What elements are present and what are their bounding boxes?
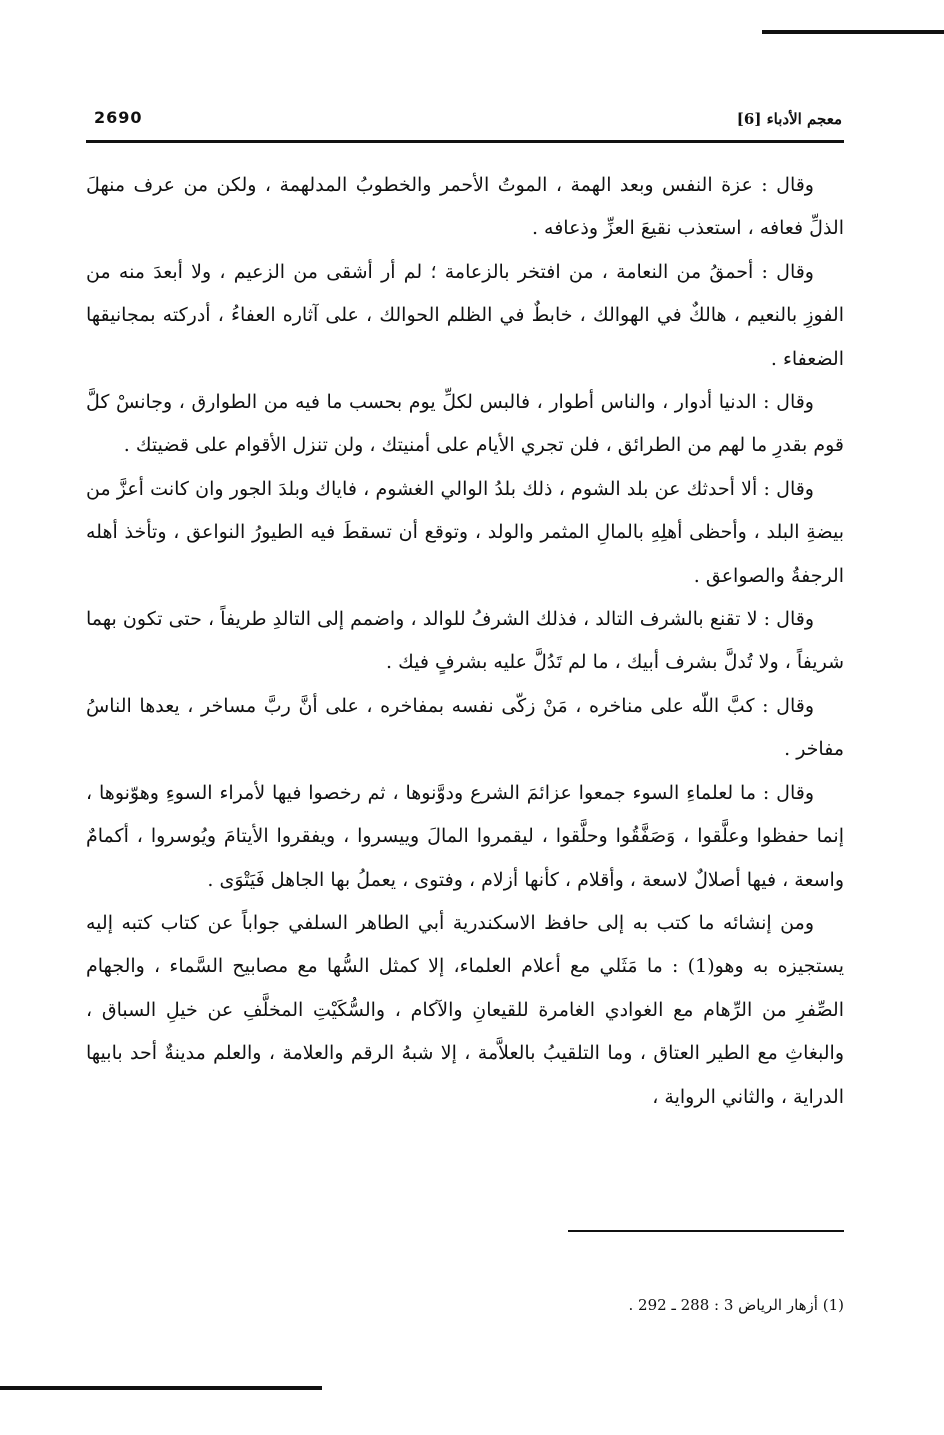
paragraph: وقال : كبَّ اللّه على مناخره ، مَنْ زكّى نفسه بمفاخره ، على أنَّ ربَّ مساخر ، يعدها الناسُ مفاخر . <box>86 694 844 761</box>
paragraph: وقال : ألا أحدثك عن بلد الشوم ، ذلك بلدُ الوالي الغشوم ، فاياك وبلدَ الجور وان كانت أعزَّ من بيضةِ البلد ، وأحظى أهلِهِ بالمالِ المثمر والولد ، وتوقع أن تسقطَ فيه الطيورُ النواعق ، وتأخذ أهله الرجفةُ والصواعق . <box>86 477 844 587</box>
page-number: 2690 <box>94 108 143 127</box>
paragraph: وقال : ما لعلماءِ السوء جمعوا عزائمَ الشرع ودوَّنوها ، ثم رخصوا فيها لأمراء السوءِ وهوّنوها ، إنما حفظوا وعلَّقوا ، وَصَفَّقُوا وحلَّقوا ، ليقمروا المالَ وييسروا ، ويفقروا الأيتامَ ويُوسروا ، أكمامٌ واسعة ، فيها أصلالٌ لاسعة ، وأقلام ، كأنها أزلام ، وفتوى ، يعملُ بها الجاهل فَيَتْوَى . <box>86 781 844 891</box>
paragraph: وقال : عزة النفس وبعد الهمة ، الموتُ الأحمر والخطوبُ المدلهمة ، ولكن من عرف منهلَ الذلِّ فعافه ، استعذب نقيعَ العزِّ وذعافه . <box>86 174 844 240</box>
footnote: (1) أزهار الرياض 3 : 288 ـ 292 . <box>628 1296 844 1314</box>
body-text <box>86 164 844 1119</box>
paragraph: وقال : أحمقُ من النعامة ، من افتخر بالزعامة ؛ لم أر أشقى من الزعيم ، ولا أبعدَ منه من الفوزِ بالنعيم ، هالكٌ في الهوالك ، خابطٌ في الظلم الحوالك ، على آثاره العفاءُ ، أدركته بمجانيقها الضعفاء . <box>86 260 844 370</box>
paragraph: وقال : الدنيا أدوار ، والناس أطوار ، فالبس لكلِّ يوم بحسب ما فيه من الطوارق ، وجانسْ كلَّ قوم بقدرِ ما لهم من الطرائق ، فلن تجري الأيام على أمنيتك ، ولن تنزل الأقوام على قضيتك . <box>86 391 844 457</box>
scan-edge-line-bottom <box>0 1386 322 1390</box>
paragraph: ومن إنشائه ما كتب به إلى حافظ الاسكندرية أبي الطاهر السلفي جواباً عن كتاب كتبه إليه يستجيزه به وهو(1) : ما مَثَلي مع أعلام العلماء، إلا كمثل السُّها مع مصابيح السَّماء ، والجهام الصِّفرِ من الرِّهام مع الغوادي الغامرة للقيعانِ والآكام ، والسُّكَيْتِ المخلَّفِ عن خيلِ السباق ، والبغاثِ مع الطير العتاق ، وما التلقيبُ بالعلاَّمة ، إلا شبهُ الرقم والعلامة ، والعلم مدينةٌ أحد بابيها الدراية ، والثاني الرواية ، <box>86 911 844 1108</box>
scan-edge-line-top <box>762 30 944 34</box>
paragraph: وقال : لا تقنع بالشرف التالد ، فذلك الشرفُ للوالد ، واضمم إلى التالدِ طريفاً ، حتى تكون بهما شريفاً ، ولا تُدلَّ بشرف أبيك ، ما لم تَدُلَّ عليه بشرفٍ فيك . <box>86 608 844 674</box>
running-title: معجم الأدباء [6] <box>736 110 842 128</box>
page-header <box>86 104 844 134</box>
header-rule <box>86 140 844 143</box>
footnote-rule <box>568 1230 844 1232</box>
